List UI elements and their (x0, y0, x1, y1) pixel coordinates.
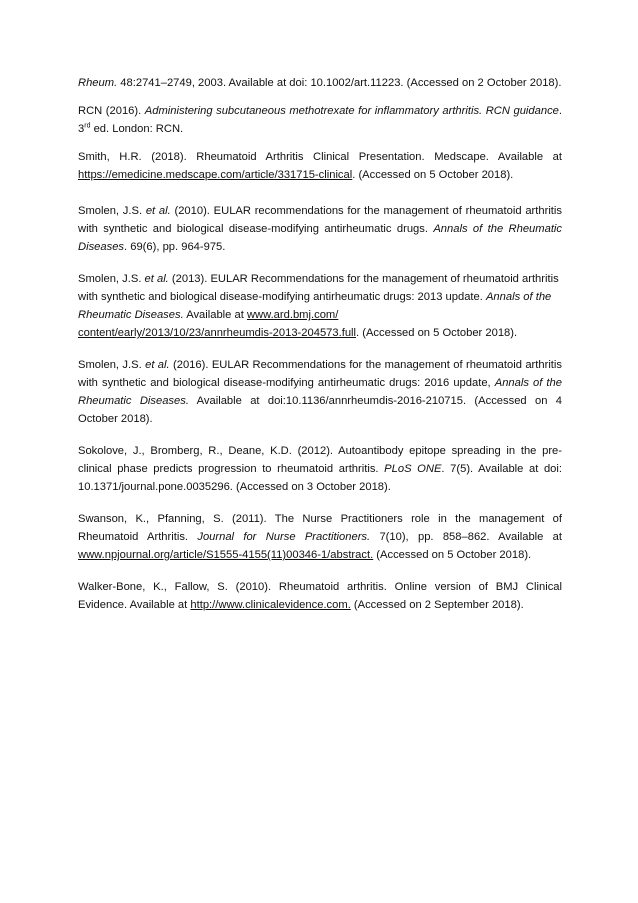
journal-title: Annals of the Rheumatic Diseases (78, 223, 563, 253)
reference-text: Smolen, J.S. (78, 205, 146, 217)
et-al: et al. (145, 359, 170, 371)
reference-text: Smolen, J.S. (78, 359, 146, 371)
reference-text: . 69(6), pp. 964-975. (124, 241, 226, 253)
reference-text: (2013). EULAR Recommendations for the management of rheumatoid arthritis with synthetic and biological disease-modifying antirheumatic drugs: 2013 update. (78, 273, 559, 303)
reference-entry-smolen-2010 (78, 202, 562, 256)
reference-text: Smolen, J.S. (78, 273, 145, 285)
reference-text: Sokolove, J., Bromberg, R., Deane, K.D. (2012). Autoantibody epitope spreading in the pre-clinical phase predicts progression to rheumatoid arthritis. (78, 445, 562, 475)
reference-text: . (Accessed on 5 October 2018). (352, 169, 514, 181)
reference-entry-smith (78, 148, 562, 184)
document-title: Administering subcutaneous methotrexate for inflammatory arthritis. RCN guidance (144, 105, 559, 117)
reference-link[interactable]: http://www.clinicalevidence.com. (190, 599, 351, 611)
reference-entry-swanson (78, 510, 562, 564)
reference-entry-sokolove (78, 442, 562, 496)
reference-text: Swanson, K., Pfanning, S. (2011). The Nurse Practitioners role in the management of Rheumatoid Arthritis. (78, 513, 562, 543)
reference-text: . (Accessed on 5 October 2018). (356, 327, 518, 339)
reference-list (78, 74, 562, 614)
journal-title: Journal for Nurse Practitioners. (197, 531, 371, 543)
et-al: et al. (144, 273, 169, 285)
reference-entry-walker-bone (78, 578, 562, 614)
reference-link[interactable]: content/early/2013/10/23/annrheumdis-2013-204573.full (78, 327, 357, 339)
reference-text: Walker-Bone, K., Fallow, S. (2010). Rheumatoid arthritis. Online version of BMJ Clinical Evidence. Available at (78, 581, 562, 611)
reference-link[interactable]: www.npjournal.org/article/S1555-4155(11)00346-1/abstract. (78, 549, 374, 561)
reference-link[interactable]: https://emedicine.medscape.com/article/331715-clinical (78, 169, 353, 181)
reference-text: Smith, H.R. (2018). Rheumatoid Arthritis Clinical Presentation. Medscape. Available at (78, 151, 562, 163)
reference-text: 48:2741–2749, 2003. Available at doi: 10.1002/art.11223. (Accessed on 2 October 2018). (117, 77, 562, 89)
reference-entry-rheum-continuation (78, 74, 562, 92)
journal-title: Annals of the Rheumatic Diseases. (78, 291, 552, 321)
reference-link[interactable]: www.ard.bmj.com/ (246, 309, 339, 321)
reference-text: RCN (2016). (78, 105, 145, 117)
reference-entry-smolen-2013 (78, 270, 562, 342)
reference-text: (2016). EULAR Recommendations for the management of rheumatoid arthritis with synthetic and biological disease-modifying antirheumatic drugs: 2016 update, (78, 359, 562, 389)
reference-text: Available at doi:10.1136/annrheumdis-2016-210715. (Accessed on 4 October 2018). (78, 395, 562, 425)
reference-text: 7(10), pp. 858–862. Available at (370, 531, 563, 543)
et-al: et al. (145, 205, 171, 217)
reference-text: (Accessed on 2 September 2018). (350, 599, 524, 611)
reference-text: (Accessed on 5 October 2018). (373, 549, 532, 561)
reference-entry-smolen-2016 (78, 356, 562, 428)
reference-text: ed. London: RCN. (90, 123, 184, 135)
journal-title: PLoS ONE (384, 463, 442, 475)
reference-text: (2010). EULAR recommendations for the management of rheumatoid arthritis with synthetic and biological disease-modifying antirheumatic drugs. (78, 205, 562, 235)
reference-text: . 3 (78, 105, 563, 135)
journal-title: Annals of the Rheumatic Diseases. (78, 377, 562, 407)
reference-entry-rcn (78, 102, 562, 138)
reference-text: Available at (183, 309, 247, 321)
journal-title: Rheum. (78, 77, 118, 89)
reference-text: . 7(5). Available at doi: 10.1371/journal.pone.0035296. (Accessed on 3 October 2018). (78, 463, 562, 493)
ordinal-suffix: rd (84, 122, 91, 130)
